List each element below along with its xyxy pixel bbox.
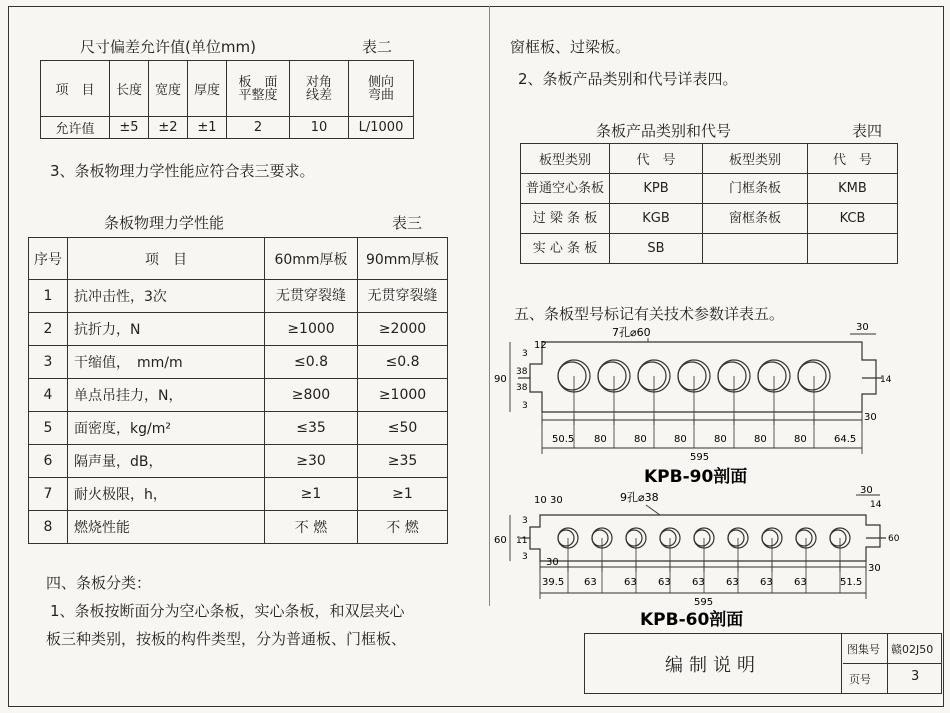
t3-cell: 3 — [29, 346, 68, 379]
core-hole-inner — [762, 530, 778, 546]
table4-label: 表四 — [852, 122, 883, 140]
t2-cell: 允许值 — [41, 117, 110, 139]
kpb60-section-drawing — [490, 485, 910, 630]
kpb90-dim-left: 3 — [522, 349, 528, 359]
kpb60-title: KPB-60剖面 — [640, 610, 744, 630]
section4-line2: 板三种类别，按板的构件类型，分为普通板、门框板、 — [46, 630, 407, 648]
section4-line1: 1、条板按断面分为空心条板，实心条板，和双层夹心 — [50, 602, 405, 620]
t4-cell: 实 心 条 板 — [521, 234, 610, 264]
t2-cell: 10 — [290, 117, 349, 139]
t3-cell: ≥2000 — [358, 313, 448, 346]
t3-cell: ≥1000 — [265, 313, 358, 346]
core-hole-inner — [758, 362, 786, 390]
t3-cell: ≥800 — [265, 379, 358, 412]
t2-header: 项 目 — [41, 61, 110, 117]
t3-cell: 6 — [29, 445, 68, 478]
kpb60-dim-right: 60 — [888, 534, 900, 544]
title-block — [584, 633, 942, 694]
t2-header: 板 面 平整度 — [227, 61, 290, 117]
section5-text: 五、条板型号标记有关技术参数详表五。 — [514, 305, 785, 323]
title-block-divider — [887, 634, 888, 663]
core-hole-inner — [660, 530, 676, 546]
t2-cell: ±1 — [188, 117, 227, 139]
kpb60-dim: 63 — [760, 577, 773, 588]
title-block-divider — [887, 664, 888, 693]
kpb60-dim: 51.5 — [840, 577, 863, 588]
section4-heading: 四、条板分类： — [46, 574, 152, 592]
kpb60-total: 595 — [694, 597, 714, 608]
core-hole-inner — [718, 362, 746, 390]
kpb60-dim: 63 — [584, 577, 597, 588]
kpb90-holes-label: 7孔⌀60 — [612, 326, 651, 339]
t4-header: 板型类别 — [521, 144, 610, 174]
core-hole-inner — [626, 530, 642, 546]
kpb60-dim: 63 — [726, 577, 739, 588]
t3-cell: ≥30 — [265, 445, 358, 478]
table2-label: 表二 — [362, 38, 393, 56]
t3-cell: 干缩值， mm/m — [68, 346, 265, 379]
t3-cell: ≥1000 — [358, 379, 448, 412]
kpb60-dim-right: 30 — [860, 485, 873, 496]
t3-cell: 抗折力，N — [68, 313, 265, 346]
t4-cell: 过 梁 条 板 — [521, 204, 610, 234]
kpb60-dim-left: 30 — [550, 495, 563, 506]
t3-cell: 耐火极限，h， — [68, 478, 265, 511]
t4-header: 板型类别 — [703, 144, 808, 174]
t2-cell: ±2 — [149, 117, 188, 139]
core-hole-inner — [728, 530, 744, 546]
t3-cell: 不 燃 — [265, 511, 358, 544]
t3-header: 60mm厚板 — [265, 238, 358, 280]
t2-header: 对角 线差 — [290, 61, 349, 117]
kpb90-dim-left: 12 — [534, 340, 547, 351]
t4-cell: KMB — [808, 174, 898, 204]
t3-cell: 隔声量，dB， — [68, 445, 265, 478]
kpb90-dim: 80 — [714, 434, 727, 445]
t3-cell: 无贯穿裂缝 — [265, 280, 358, 313]
kpb60-dim: 63 — [692, 577, 705, 588]
t4-cell — [703, 234, 808, 264]
kpb90-dim-right: 30 — [856, 322, 869, 333]
t4-cell: SB — [610, 234, 703, 264]
core-hole-inner — [598, 362, 626, 390]
t3-cell: 抗冲击性，3次 — [68, 280, 265, 313]
t4-cell: KPB — [610, 174, 703, 204]
t2-cell: 2 — [227, 117, 290, 139]
page-label: 页号 — [849, 673, 871, 686]
t2-header: 宽度 — [149, 61, 188, 117]
core-hole-inner — [796, 530, 812, 546]
kpb90-dim: 80 — [674, 434, 687, 445]
kpb60-dim-right: 30 — [868, 563, 881, 574]
kpb60-dim-left: 3 — [522, 516, 528, 526]
kpb90-dim-left: 90 — [494, 374, 507, 385]
table4 — [520, 143, 898, 264]
t3-header: 序号 — [29, 238, 68, 280]
kpb60-dim: 39.5 — [542, 577, 565, 588]
core-hole-inner — [558, 530, 574, 546]
core-hole-inner — [638, 362, 666, 390]
t2-header: 侧向 弯曲 — [349, 61, 414, 117]
t4-header: 代 号 — [808, 144, 898, 174]
kpb60-dim-left: 60 — [494, 535, 507, 546]
kpb90-dim-left: 38 — [516, 367, 528, 377]
core-hole-inner — [798, 362, 826, 390]
kpb90-dim: 50.5 — [552, 434, 575, 445]
t3-cell: ≤0.8 — [358, 346, 448, 379]
title-block-row — [843, 664, 941, 693]
paragraph-3: 3、条板物理力学性能应符合表三要求。 — [50, 162, 315, 180]
t3-cell: 无贯穿裂缝 — [358, 280, 448, 313]
t3-cell: ≤35 — [265, 412, 358, 445]
t3-cell: ≤0.8 — [265, 346, 358, 379]
kpb60-dim-left: 30 — [546, 557, 559, 568]
kpb90-dim: 80 — [754, 434, 767, 445]
kpb90-dim: 80 — [794, 434, 807, 445]
t3-cell: 5 — [29, 412, 68, 445]
kpb90-dim: 64.5 — [834, 434, 857, 445]
kpb60-dim: 63 — [658, 577, 671, 588]
t3-cell: ≥35 — [358, 445, 448, 478]
t3-cell: ≥1 — [358, 478, 448, 511]
title-block-title: 编制说明 — [585, 634, 842, 693]
t3-cell: 1 — [29, 280, 68, 313]
kpb60-dim-right: 14 — [870, 500, 882, 510]
kpb90-section-drawing — [490, 320, 910, 485]
kpb90-dim: 80 — [594, 434, 607, 445]
t4-cell — [808, 234, 898, 264]
table3-label: 表三 — [392, 214, 423, 232]
t3-header: 项 目 — [68, 238, 265, 280]
t3-cell: ≥1 — [265, 478, 358, 511]
table2-caption: 尺寸偏差允许值(单位mm) — [80, 38, 256, 56]
page-value: 3 — [911, 669, 920, 684]
kpb90-dim: 80 — [634, 434, 647, 445]
t3-cell: 4 — [29, 379, 68, 412]
atlas-value: 赣02J50 — [891, 643, 934, 656]
kpb60-dim-left: 10 — [534, 495, 547, 506]
kpb90-dim-right: 14 — [880, 375, 892, 385]
right-line1: 窗框板、过梁板。 — [510, 38, 631, 56]
kpb60-holes-label: 9孔⌀38 — [620, 491, 659, 504]
t3-cell: 面密度，kg/m² — [68, 412, 265, 445]
t3-cell: 燃烧性能 — [68, 511, 265, 544]
t2-header: 厚度 — [188, 61, 227, 117]
t4-cell: 普通空心条板 — [521, 174, 610, 204]
core-hole-inner — [830, 530, 846, 546]
kpb60-dim-left: 11 — [516, 536, 528, 546]
t3-cell: 2 — [29, 313, 68, 346]
kpb60-dim-left: 3 — [522, 552, 528, 562]
t4-header: 代 号 — [610, 144, 703, 174]
atlas-label: 图集号 — [847, 643, 880, 656]
kpb60-dim: 63 — [624, 577, 637, 588]
kpb90-total: 595 — [690, 452, 710, 463]
t3-cell: 7 — [29, 478, 68, 511]
t4-cell: KGB — [610, 204, 703, 234]
kpb90-title: KPB-90剖面 — [644, 467, 748, 485]
kpb90-dim-left: 38 — [516, 383, 528, 393]
t3-header: 90mm厚板 — [358, 238, 448, 280]
kpb90-dim-left: 3 — [522, 401, 528, 411]
table3 — [28, 237, 448, 544]
kpb90-dim-right: 30 — [864, 412, 877, 423]
core-hole-inner — [558, 362, 586, 390]
t3-cell: 单点吊挂力，N， — [68, 379, 265, 412]
kpb60-dim: 63 — [794, 577, 807, 588]
core-hole-inner — [592, 530, 608, 546]
t3-cell: 8 — [29, 511, 68, 544]
core-hole-inner — [678, 362, 706, 390]
core-hole-inner — [694, 530, 710, 546]
t3-cell: 不 燃 — [358, 511, 448, 544]
t2-cell: ±5 — [110, 117, 149, 139]
right-line2: 2、条板产品类别和代号详表四。 — [518, 70, 738, 88]
t3-cell: ≤50 — [358, 412, 448, 445]
title-block-row — [843, 634, 941, 664]
table2 — [40, 60, 414, 139]
t4-cell: 窗框条板 — [703, 204, 808, 234]
table3-caption: 条板物理力学性能 — [104, 214, 225, 232]
t2-cell: L/1000 — [349, 117, 414, 139]
table4-caption: 条板产品类别和代号 — [596, 122, 732, 140]
t4-cell: KCB — [808, 204, 898, 234]
t4-cell: 门框条板 — [703, 174, 808, 204]
t2-header: 长度 — [110, 61, 149, 117]
